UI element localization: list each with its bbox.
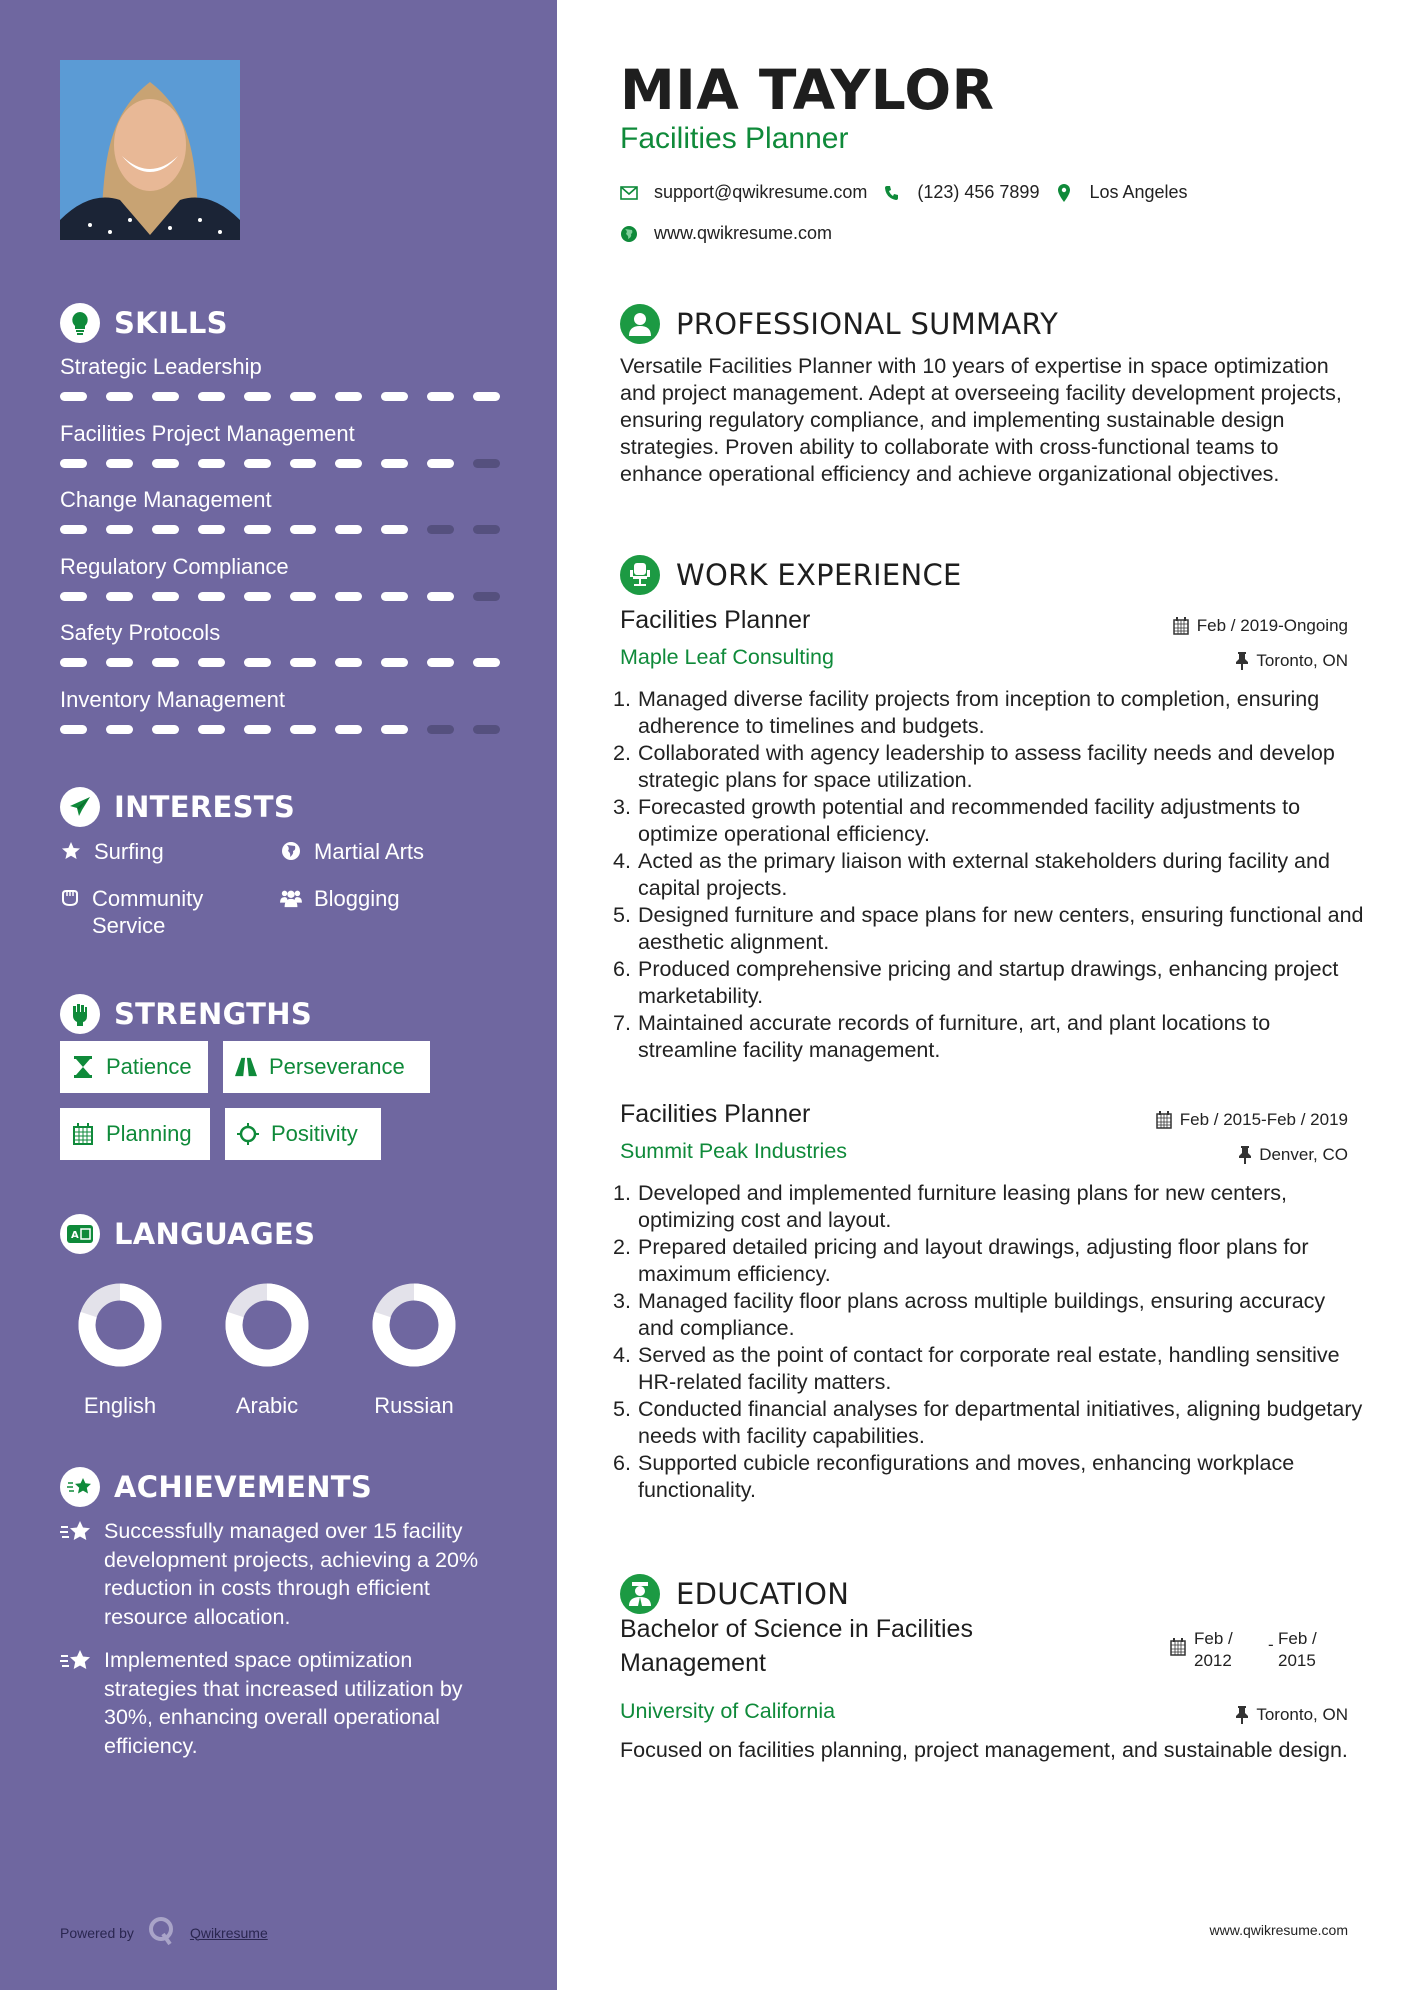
- calendar-icon: [1173, 617, 1189, 635]
- website-link[interactable]: www.qwikresume.com: [654, 223, 833, 243]
- globe-icon: [280, 840, 302, 862]
- sidebar: [0, 0, 557, 1990]
- strength-badge: Positivity: [225, 1108, 381, 1160]
- language-label: English: [83, 1393, 157, 1418]
- language-item: [364, 1280, 464, 1419]
- rating-segment: [290, 725, 317, 734]
- skill-item: [60, 419, 500, 468]
- rating-segment: [427, 459, 454, 468]
- duty-item: Prepared detailed pricing and layout drawings, adjusting floor plans for maximum efficiency.: [638, 1235, 1309, 1286]
- rating-segment: [427, 392, 454, 401]
- hourglass-icon: [72, 1056, 94, 1078]
- interest-item: Blogging: [280, 885, 400, 912]
- job-duties: [620, 686, 1365, 1064]
- candidate-name: MIA TAYLOR: [620, 58, 995, 122]
- strength-badge: Patience: [60, 1041, 208, 1093]
- rating-segment: [244, 392, 271, 401]
- job-title: Facilities Planner: [620, 606, 811, 634]
- job-location: Toronto, ON: [1236, 651, 1348, 671]
- skill-item: [60, 485, 500, 534]
- duty-item: Managed facility floor plans across multiple buildings, ensuring accuracy and compliance.: [638, 1289, 1326, 1340]
- rating-segment: [244, 459, 271, 468]
- interest-item: Community Service: [60, 885, 250, 939]
- rating-segment: [106, 592, 133, 601]
- graduate-icon: [620, 1574, 660, 1614]
- rating-segment: [152, 392, 179, 401]
- skill-rating-bar: [60, 525, 500, 534]
- education-location: Toronto, ON: [1236, 1705, 1348, 1725]
- job-dates: Feb / 2015-Feb / 2019: [1156, 1110, 1348, 1130]
- summary-heading: PROFESSIONAL SUMMARY: [620, 302, 1058, 346]
- duty-item: Collaborated with agency leadership to assess facility needs and develop strategic plans for space utilization.: [638, 741, 1335, 792]
- job-dates: Feb / 2019-Ongoing: [1173, 616, 1348, 636]
- rating-segment: [152, 459, 179, 468]
- language-proficiency-donut: [217, 1280, 317, 1370]
- rating-segment: [106, 725, 133, 734]
- school: University of California: [620, 1699, 836, 1723]
- envelope-icon: [620, 184, 638, 202]
- rating-segment: [244, 592, 271, 601]
- rating-segment: [427, 525, 454, 534]
- rating-segment: [198, 725, 225, 734]
- candidate-title: Facilities Planner: [620, 122, 849, 155]
- strengths-heading: STRENGTHS: [60, 993, 312, 1035]
- duty-item: Forecasted growth potential and recommended facility adjustments to optimize operational efficiency.: [638, 795, 1301, 846]
- rating-segment: [335, 392, 362, 401]
- achievement-item: Implemented space optimization strategies that increased utilization by 30%, enhancing overall operational efficiency.: [60, 1646, 510, 1760]
- job-company: Summit Peak Industries: [620, 1139, 848, 1163]
- strength-badge: Perseverance: [223, 1041, 430, 1093]
- rating-segment: [198, 392, 225, 401]
- main-content: [557, 0, 1407, 1990]
- duty-item: Supported cubicle reconfigurations and moves, enhancing workplace functionality.: [638, 1451, 1295, 1502]
- footer-url[interactable]: www.qwikresume.com: [1209, 1922, 1348, 1938]
- rating-segment: [473, 592, 500, 601]
- rating-segment: [152, 658, 179, 667]
- duty-item: Designed furniture and space plans for new centers, ensuring functional and aesthetic alignment.: [638, 903, 1364, 954]
- duty-item: Produced comprehensive pricing and startup drawings, enhancing project marketability.: [638, 957, 1339, 1008]
- rating-segment: [198, 525, 225, 534]
- pushpin-icon: [1236, 652, 1248, 670]
- rating-segment: [106, 525, 133, 534]
- rating-segment: [60, 525, 87, 534]
- rating-segment: [152, 525, 179, 534]
- strength-badge: Planning: [60, 1108, 210, 1160]
- skills-heading: SKILLS: [60, 302, 228, 344]
- rating-segment: [198, 592, 225, 601]
- skill-item: [60, 618, 500, 667]
- rating-segment: [335, 459, 362, 468]
- rating-segment: [381, 459, 408, 468]
- education-description: Focused on facilities planning, project management, and sustainable design.: [620, 1738, 1348, 1762]
- paper-plane-icon: [60, 787, 100, 827]
- rating-segment: [473, 658, 500, 667]
- map-pin-icon: [1055, 184, 1073, 202]
- location-text: Los Angeles: [1089, 182, 1188, 202]
- languages-heading: A LANGUAGES: [60, 1213, 315, 1255]
- rating-segment: [335, 592, 362, 601]
- rating-segment: [381, 658, 408, 667]
- phone-number[interactable]: (123) 456 7899: [917, 182, 1040, 202]
- language-icon: [60, 1214, 100, 1254]
- skill-rating-bar: [60, 592, 500, 601]
- language-label: Russian: [374, 1393, 454, 1418]
- powered-by: Powered by Qwikresume: [60, 1916, 268, 1949]
- rating-segment: [473, 392, 500, 401]
- office-chair-icon: [620, 555, 660, 595]
- website-row: [620, 223, 848, 244]
- rating-segment: [381, 725, 408, 734]
- pushpin-icon: [1239, 1146, 1251, 1164]
- rating-segment: [473, 725, 500, 734]
- job-company: Maple Leaf Consulting: [620, 645, 834, 669]
- rating-segment: [60, 725, 87, 734]
- calendar-icon: [1170, 1638, 1186, 1672]
- rating-segment: [106, 392, 133, 401]
- achievement-item: Successfully managed over 15 facility development projects, achieving a 20% reduction in costs through efficient resource allocation.: [60, 1517, 510, 1631]
- rating-segment: [244, 725, 271, 734]
- pushpin-icon: [1236, 1706, 1248, 1724]
- duty-item: Developed and implemented furniture leasing plans for new centers, optimizing cost and layout.: [638, 1181, 1287, 1232]
- email-link[interactable]: support@qwikresume.com: [654, 182, 868, 202]
- duty-item: Managed diverse facility projects from inception to completion, ensuring adherence to timelines and budgets.: [638, 687, 1320, 738]
- qwikresume-logo-icon: [148, 1916, 176, 1949]
- skill-label: Regulatory Compliance: [60, 553, 289, 579]
- skill-rating-bar: [60, 459, 500, 468]
- rating-segment: [381, 592, 408, 601]
- interest-item: Surfing: [60, 838, 164, 865]
- skill-rating-bar: [60, 725, 500, 734]
- rating-segment: [60, 658, 87, 667]
- experience-heading: WORK EXPERIENCE: [620, 553, 962, 597]
- rating-segment: [290, 658, 317, 667]
- rating-segment: [198, 459, 225, 468]
- duty-item: Served as the point of contact for corporate real estate, handling sensitive HR-related facility matters.: [638, 1343, 1340, 1394]
- rating-segment: [473, 525, 500, 534]
- rating-segment: [427, 658, 454, 667]
- skill-item: [60, 685, 500, 734]
- interests-heading: INTERESTS: [60, 786, 295, 828]
- rating-segment: [290, 459, 317, 468]
- rating-segment: [290, 392, 317, 401]
- skill-item: [60, 352, 500, 401]
- svg-text:A: A: [71, 1230, 79, 1241]
- user-icon: [620, 304, 660, 344]
- rating-segment: [427, 725, 454, 734]
- shooting-star-icon: [60, 1519, 92, 1631]
- profile-photo: [60, 60, 240, 240]
- duty-item: Acted as the primary liaison with external stakeholders during facility and capital projects.: [638, 849, 1330, 900]
- rating-segment: [290, 525, 317, 534]
- rating-segment: [427, 592, 454, 601]
- sun-icon: [237, 1123, 259, 1145]
- degree: Bachelor of Science in Facilities Management: [620, 1615, 973, 1677]
- language-item: [217, 1280, 317, 1419]
- calendar-icon: [72, 1123, 94, 1145]
- globe-icon: [620, 225, 638, 243]
- rating-segment: [335, 658, 362, 667]
- shooting-star-icon: [60, 1467, 100, 1507]
- fist-icon: [60, 887, 80, 909]
- rating-segment: [60, 592, 87, 601]
- language-proficiency-donut: [364, 1280, 464, 1370]
- education-dates: Feb / 2012 - Feb / 2015: [1170, 1628, 1328, 1672]
- rating-segment: [106, 459, 133, 468]
- skill-label: Strategic Leadership: [60, 354, 262, 379]
- users-icon: [280, 887, 302, 909]
- rating-segment: [335, 525, 362, 534]
- education-heading: EDUCATION: [620, 1572, 849, 1616]
- duty-item: Conducted financial analyses for departmental initiatives, aligning budgetary needs with facility capabilities.: [638, 1397, 1363, 1448]
- rating-segment: [198, 658, 225, 667]
- rating-segment: [244, 658, 271, 667]
- rating-segment: [381, 525, 408, 534]
- rating-segment: [335, 725, 362, 734]
- duty-item: Maintained accurate records of furniture, art, and plant locations to streamline facility management.: [638, 1011, 1271, 1062]
- rating-segment: [60, 459, 87, 468]
- qwikresume-link[interactable]: Qwikresume: [189, 1924, 268, 1941]
- raised-fist-icon: [60, 994, 100, 1034]
- achievements-heading: ACHIEVEMENTS: [60, 1466, 372, 1508]
- skill-label: Facilities Project Management: [60, 420, 355, 446]
- language-item: [70, 1280, 170, 1419]
- contact-row: [620, 182, 1204, 203]
- road-icon: [235, 1056, 257, 1078]
- shooting-star-icon: [60, 1648, 92, 1760]
- skill-label: Change Management: [60, 487, 272, 512]
- calendar-icon: [1156, 1111, 1172, 1129]
- rating-segment: [244, 525, 271, 534]
- rating-segment: [106, 658, 133, 667]
- rating-segment: [152, 725, 179, 734]
- rating-segment: [60, 392, 87, 401]
- skill-rating-bar: [60, 658, 500, 667]
- rating-segment: [473, 459, 500, 468]
- language-proficiency-donut: [70, 1280, 170, 1370]
- rating-segment: [152, 592, 179, 601]
- skill-label: Safety Protocols: [60, 620, 221, 645]
- job-location: Denver, CO: [1239, 1145, 1348, 1165]
- job-title: Facilities Planner: [620, 1100, 811, 1128]
- skill-label: Inventory Management: [60, 686, 286, 712]
- skill-item: [60, 552, 500, 601]
- interest-item: Martial Arts: [280, 838, 424, 865]
- skill-rating-bar: [60, 392, 500, 401]
- star-icon: [60, 840, 82, 862]
- lightbulb-icon: [60, 303, 100, 343]
- rating-segment: [290, 592, 317, 601]
- rating-segment: [381, 392, 408, 401]
- language-label: Arabic: [235, 1393, 299, 1418]
- job-duties: [620, 1180, 1365, 1504]
- phone-icon: [883, 184, 901, 202]
- summary-text: Versatile Facilities Planner with 10 years of expertise in space optimization and project management. Adept at overseeing facility development projects, ensuring regulatory compliance, and implementing sustainable design strategies. Proven ability to collaborate with cross-functional teams to enhance operational efficiency and achieve organizational objectives.: [620, 354, 1342, 486]
